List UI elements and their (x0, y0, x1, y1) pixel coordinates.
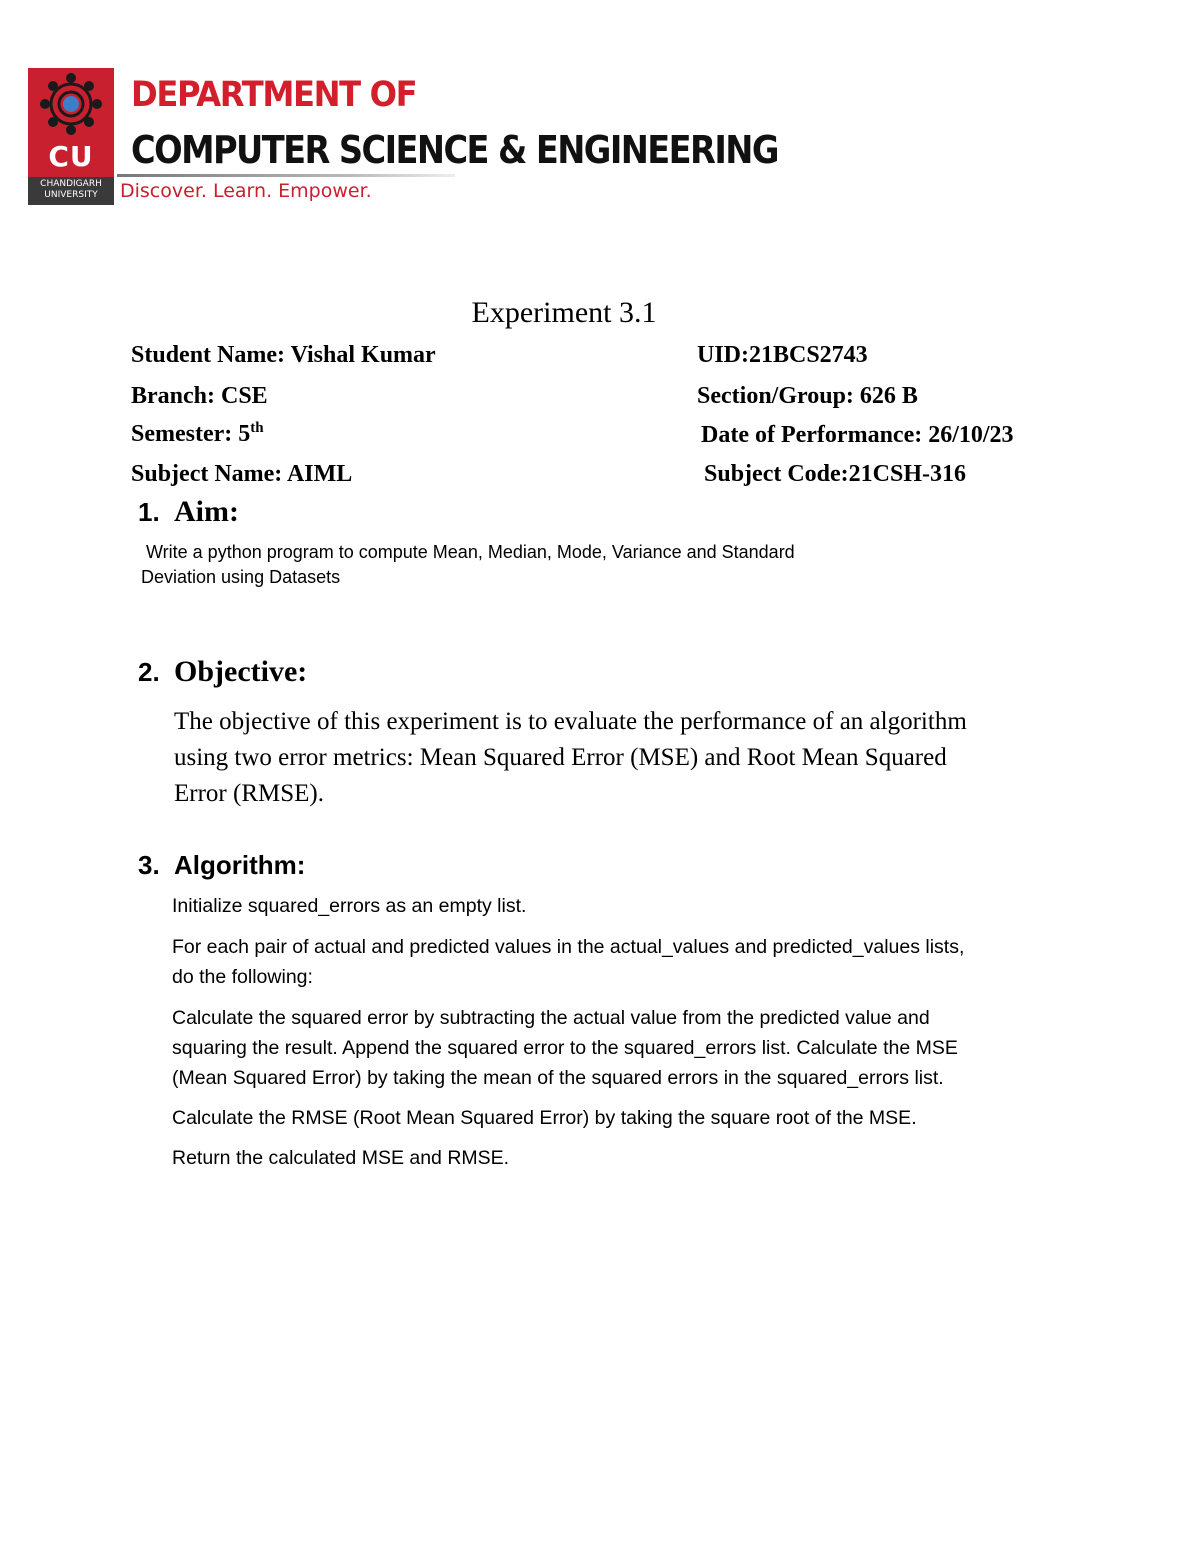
aim-number: 1. (138, 497, 160, 527)
algorithm-number: 3. (138, 850, 160, 880)
subject-name: Subject Name: AIML (131, 461, 353, 487)
algorithm-line: do the following: (172, 966, 313, 988)
header-divider (117, 174, 455, 177)
aim-line: Deviation using Datasets (141, 567, 341, 587)
student-name: Student Name: Vishal Kumar (131, 342, 436, 368)
experiment-title: Experiment 3.1 (471, 296, 657, 329)
algorithm-step-4: Calculate the RMSE (Root Mean Squared Error) by taking the square root of the MSE. (172, 1107, 917, 1129)
logo-university-name (28, 179, 114, 201)
algorithm-step-5: Return the calculated MSE and RMSE. (172, 1147, 510, 1169)
objective-line: The objective of this experiment is to evaluate the performance of an algorithm (174, 708, 967, 735)
semester-suffix: th (250, 420, 264, 436)
uid: UID:21BCS2743 (697, 342, 868, 368)
algorithm-line: Calculate the squared error by subtracting the actual value from the predicted value and (172, 1007, 930, 1029)
section-group: Section/Group: 626 B (697, 383, 918, 409)
algorithm-step-3 (172, 1003, 1062, 1093)
algorithm-line: For each pair of actual and predicted values in the actual_values and predicted_values lists, (172, 936, 965, 958)
objective-line: Error (RMSE). (174, 780, 324, 807)
department-heading-line1: DEPARTMENT OF (131, 75, 417, 115)
department-heading-line2: COMPUTER SCIENCE & ENGINEERING (131, 128, 778, 172)
aim-title: Aim: (174, 495, 239, 528)
objective-title: Objective: (174, 655, 308, 688)
aim-line: Write a python program to compute Mean, Median, Mode, Variance and Standard (146, 542, 795, 562)
algorithm-step-1: Initialize squared_errors as an empty list. (172, 895, 527, 917)
aim-heading (138, 495, 239, 529)
objective-heading (138, 655, 307, 689)
algorithm-line: squaring the result. Append the squared error to the squared_errors list. Calculate the MSE (172, 1037, 958, 1059)
algorithm-title: Algorithm: (174, 850, 306, 880)
date-of-performance: Date of Performance: 26/10/23 (701, 422, 1014, 448)
objective-number: 2. (138, 657, 160, 687)
university-logo (28, 68, 114, 205)
algorithm-heading (138, 850, 305, 881)
algorithm-line: (Mean Squared Error) by taking the mean of the squared errors in the squared_errors list. (172, 1067, 944, 1089)
logo-cu-text: CU (48, 140, 94, 173)
branch: Branch: CSE (131, 383, 268, 409)
logo-university-line2: UNIVERSITY (44, 190, 98, 200)
algorithm-step-2 (172, 932, 1062, 992)
aim-text (141, 540, 921, 590)
objective-line: using two error metrics: Mean Squared Error (MSE) and Root Mean Squared (174, 744, 947, 771)
subject-code: Subject Code:21CSH-316 (704, 461, 966, 487)
tagline: Discover. Learn. Empower. (120, 180, 372, 202)
logo-band (28, 177, 114, 205)
semester-label: Semester: 5 (131, 421, 251, 447)
semester (131, 420, 264, 448)
logo-university-line1: CHANDIGARH (40, 179, 102, 189)
objective-text (174, 704, 1074, 812)
gear-emblem-icon (28, 68, 114, 140)
